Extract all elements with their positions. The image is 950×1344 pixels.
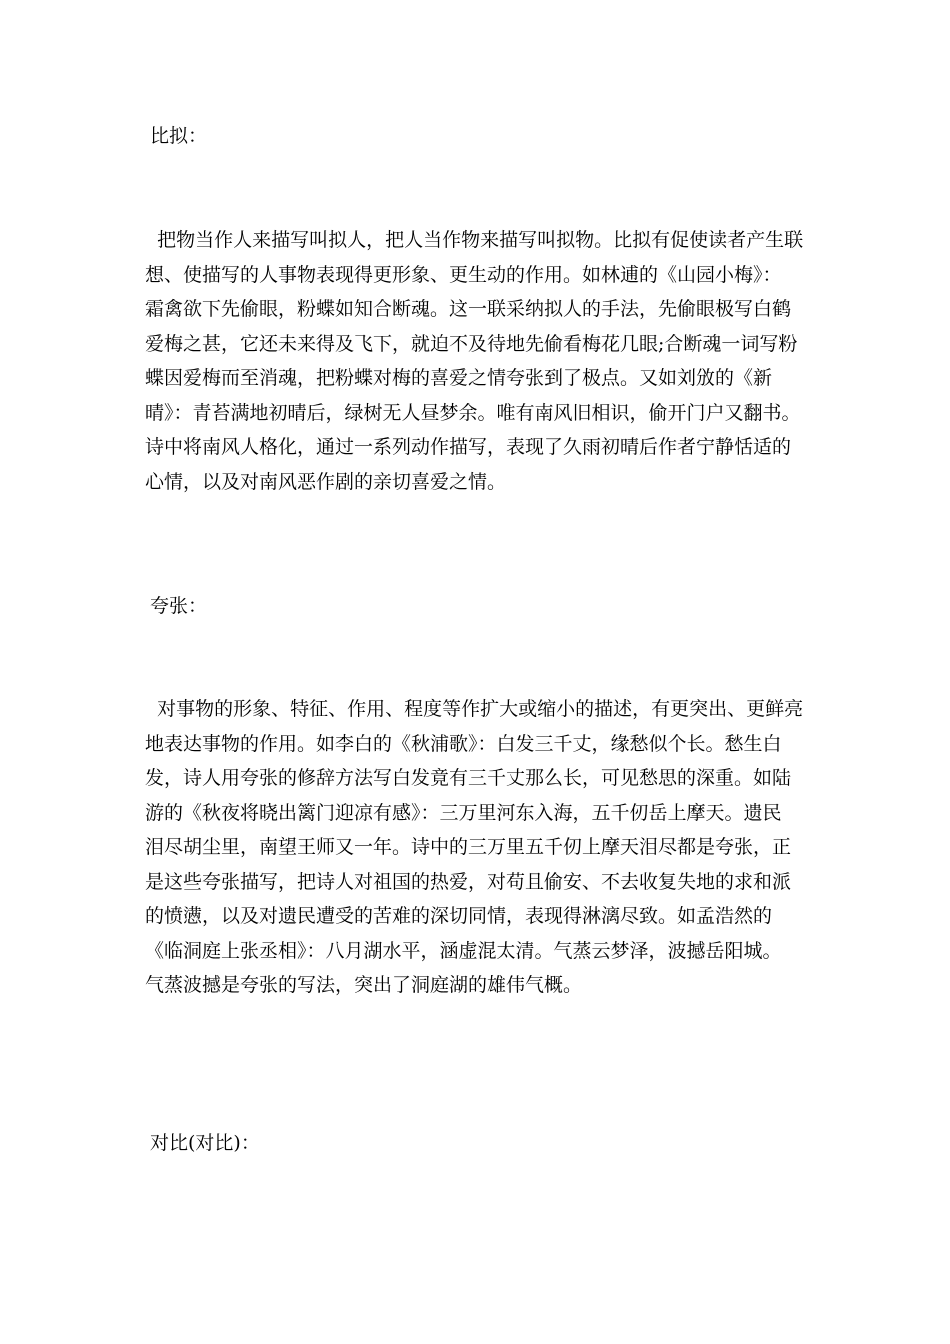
paragraph-line: 的愤懑，以及对遗民遭受的苦难的深切同情，表现得淋漓尽致。如孟浩然的: [145, 905, 773, 927]
paragraph-line: 地表达事物的作用。如李白的《秋浦歌》：白发三千丈，缘愁似个长。愁生白: [145, 732, 782, 755]
paragraph-line: 霜禽欲下先偷眼，粉蝶如知合断魂。这一联采纳拟人的手法，先偷眼极写白鹤: [145, 298, 792, 320]
paragraph-line: 晴》：青苔满地初晴后，绿树无人昼梦余。唯有南风旧相识，偷开门户又翻书。: [145, 401, 801, 424]
paragraph-kuazhang: [145, 692, 805, 1003]
paragraph-line: 发，诗人用夸张的修辞方法写白发竟有三千丈那么长，可见愁思的深重。如陆: [145, 767, 792, 789]
paragraph-line: 诗中将南风人格化，通过一系列动作描写，表现了久雨初晴后作者宁静恬适的: [145, 436, 792, 458]
paragraph-line: 是这些夸张描写，把诗人对祖国的热爱，对苟且偷安、不去收复失地的求和派: [145, 870, 792, 893]
section-heading-bini: 比拟：: [150, 125, 208, 147]
paragraph-line: 游的《秋夜将晓出篱门迎凉有感》：三万里河东入海，五千仞岳上摩天。遗民: [145, 801, 782, 824]
paragraph-bini: [145, 223, 805, 499]
paragraph-line: 心情，以及对南风恶作剧的亲切喜爱之情。: [145, 470, 507, 493]
paragraph-line: 《临洞庭上张丞相》：八月湖水平，涵虚混太清。气蒸云梦泽，波撼岳阳城。: [145, 939, 782, 962]
paragraph-line: 蝶因爱梅而至消魂，把粉蝶对梅的喜爱之情夸张到了极点。又如刘攽的《新: [145, 367, 773, 389]
paragraph-line: 气蒸波撼是夸张的写法，突出了洞庭湖的雄伟气概。: [145, 974, 583, 996]
paragraph-line: 想、使描写的人事物表现得更形象、更生动的作用。如林逋的《山园小梅》：: [145, 263, 782, 286]
paragraph-line: 泪尽胡尘里，南望王师又一年。诗中的三万里五千仞上摩天泪尽都是夸张，正: [145, 836, 792, 858]
paragraph-line: 把物当作人来描写叫拟人，把人当作物来描写叫拟物。比拟有促使读者产生联: [145, 229, 804, 251]
section-heading-kuazhang: 夸张：: [150, 595, 208, 617]
paragraph-line: 爱梅之甚，它还未来得及飞下，就迫不及待地先偷看梅花几眼;合断魂一词写粉: [145, 332, 798, 355]
paragraph-line: 对事物的形象、特征、作用、程度等作扩大或缩小的描述，有更突出、更鲜亮: [145, 698, 804, 720]
section-heading-duibi: 对比(对比)：: [150, 1132, 260, 1154]
